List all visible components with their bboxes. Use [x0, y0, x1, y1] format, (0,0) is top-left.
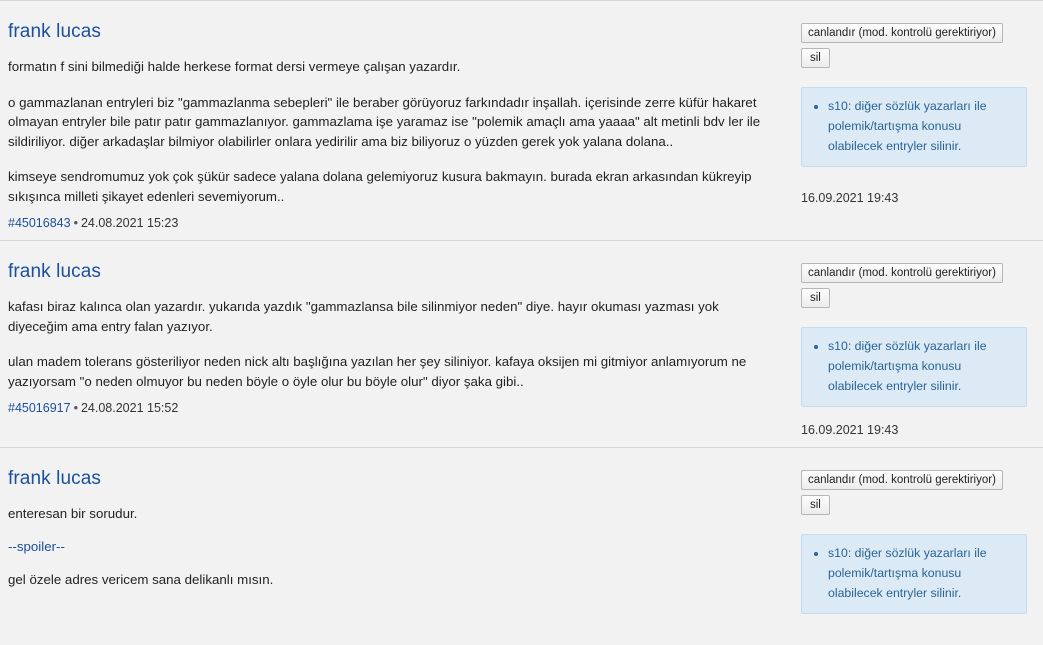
moderation-timestamp: 16.09.2021 19:43 [801, 190, 899, 205]
delete-button-row [801, 48, 1027, 73]
entry-content [0, 241, 795, 447]
entry-author[interactable]: frank lucas [8, 467, 101, 489]
moderation-notice [801, 327, 1027, 407]
moderation-notice-item: • s10: diğer sözlük yazarları ile polemik/tartışma konusu olabilecek entryler silinir. [828, 97, 1016, 157]
moderation-notice-list [814, 337, 1016, 397]
moderation-notice-item: • s10: diğer sözlük yazarları ile polemik/tartışma konusu olabilecek entryler silinir. [828, 337, 1016, 397]
spoiler-marker[interactable]: --spoiler-- [8, 539, 65, 555]
entry-item [0, 240, 1043, 447]
meta-separator: • [73, 401, 78, 416]
entry-meta [8, 216, 779, 230]
approve-button-row [801, 263, 1027, 288]
entry-moderation-panel [795, 448, 1043, 624]
entry-paragraph: o gammazlanan entryleri biz "gammazlanma sebepleri" ile beraber görüyoruz farkındadır inşallah. içerisinde zerre küfür hakaret olmayan entryler bile patır patır gammazlanıyor. gammazlama işe yaramaz ise "polemik amaçlı ama yaaaa" alt metinli bdv ler ile sildiriliyor. diğer arkadaşlar bilmiyor olabilirler onlara yedirilir ama biz biliyoruz o yüzden gerek yok yalana dolana.. [8, 94, 761, 149]
entry-item [0, 447, 1043, 624]
delete-button[interactable]: sil [801, 288, 830, 308]
approve-button[interactable]: canlandır (mod. kontrolü gerektiriyor) [801, 263, 1003, 283]
entry-paragraph: kafası biraz kalınca olan yazardır. yukarıda yazdık "gammazlansa bile silinmiyor neden" diye. hayır okuması yazması yok diyeceğim ama entry falan yazıyor. [8, 299, 719, 334]
entry-content [0, 448, 795, 624]
entry-content [0, 1, 795, 240]
entry-id-link[interactable]: #45016843 [8, 216, 71, 231]
delete-button[interactable]: sil [801, 495, 830, 515]
moderation-notice-item: • s10: diğer sözlük yazarları ile polemik/tartışma konusu olabilecek entryler silinir. [828, 544, 1016, 604]
moderation-notice-list [814, 544, 1016, 604]
entry-paragraph: gel özele adres vericem sana delikanlı mısın. [8, 572, 274, 588]
moderation-notice [801, 87, 1027, 167]
entry-moderation-panel [795, 241, 1043, 447]
entry-id-link[interactable]: #45016917 [8, 401, 71, 416]
entry-moderation-panel [795, 1, 1043, 240]
entry-paragraph: kimseye sendromumuz yok çok şükür sadece yalana dolana gelemiyoruz kusura bakmayın. burada ekran arkasından kükreyip sıkışınca milleti şikayet edenleri sevemiyorum.. [8, 169, 752, 204]
approve-button[interactable]: canlandır (mod. kontrolü gerektiriyor) [801, 23, 1003, 43]
moderation-notice-list [814, 97, 1016, 157]
approve-button-row [801, 470, 1027, 495]
delete-button-row [801, 495, 1027, 520]
moderation-timestamp: 16.09.2021 19:43 [801, 422, 899, 437]
entry-item [0, 0, 1043, 240]
entry-date: 24.08.2021 15:23 [80, 216, 179, 231]
entry-paragraph: enteresan bir sorudur. [8, 505, 138, 521]
delete-button-row [801, 288, 1027, 313]
delete-button[interactable]: sil [801, 48, 830, 68]
entry-date: 24.08.2021 15:52 [80, 401, 179, 416]
meta-separator: • [73, 216, 78, 231]
entry-paragraph: ulan madem tolerans gösteriliyor neden nick altı başlığına yazılan her şey siliniyor. kafaya oksijen mi gitmiyor anlamıyorum ne yazıyorsam "o neden olmuyor bu neden böyle o öyle olur bu böyle olur" diyor şaka gibi.. [8, 354, 747, 389]
moderation-notice [801, 534, 1027, 614]
entry-author[interactable]: frank lucas [8, 21, 101, 42]
entry-paragraph: formatın f sini bilmediği halde herkese format dersi vermeye çalışan yazardır. [8, 59, 461, 74]
approve-button[interactable]: canlandır (mod. kontrolü gerektiriyor) [801, 470, 1003, 490]
entry-author[interactable]: frank lucas [8, 261, 101, 283]
approve-button-row [801, 23, 1027, 48]
entry-meta [8, 401, 779, 415]
